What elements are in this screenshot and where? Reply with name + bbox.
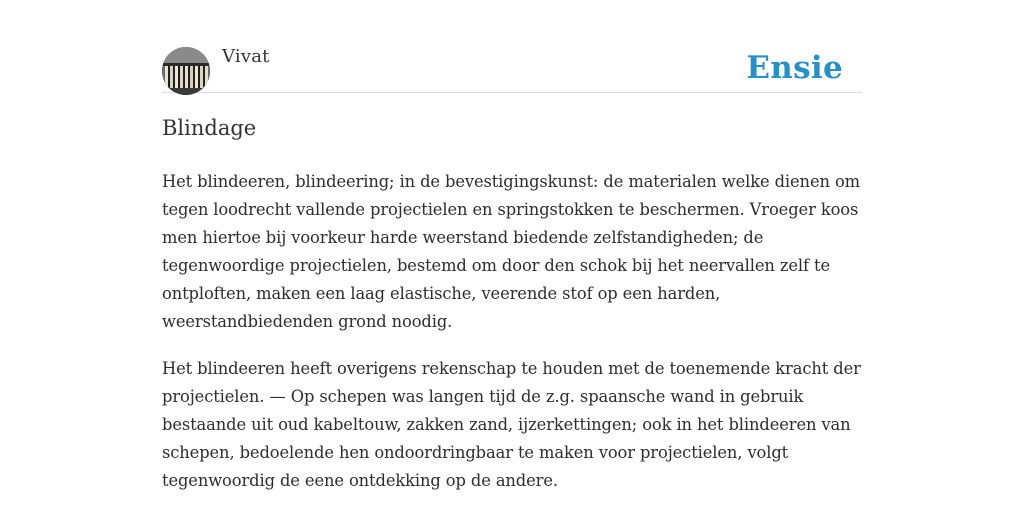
source-name[interactable]: Vivat (222, 46, 270, 67)
entry-title: Blindage (162, 116, 257, 140)
entry-paragraph: Het blindeeren, blindeering; in de bevestigingskunst: de materialen welke dienen om tegen loodrecht vallende projectielen en springstokken te beschermen. Vroeger koos men hiertoe bij voorkeur harde weerstand biedende zelfstandigheden; de tegenwoordige projectielen, bestemd om door den schok bij het neervallen zelf te ontploften, maken een laag elastische, veerende stof op een harden, weerstandbiedenden grond noodig. (162, 172, 860, 331)
ensie-logo[interactable]: Ensie (746, 50, 843, 86)
entry-paragraph: Het blindeeren heeft overigens rekenschap te houden met de toenemende kracht der projectielen. — Op schepen was langen tijd de z.g. spaansche wand in gebruik bestaande uit oud kabeltouw, zakken zand, ijzerkettingen; ook in het blindeeren van schepen, bedoelende hen ondoordringbaar te maken voor projectielen, volgt tegenwoordig de eene ontdekking op de andere. (162, 359, 861, 490)
entry-body (162, 168, 862, 512)
source-avatar[interactable] (162, 47, 210, 95)
header (162, 44, 862, 93)
bookshelf-icon (162, 47, 210, 95)
